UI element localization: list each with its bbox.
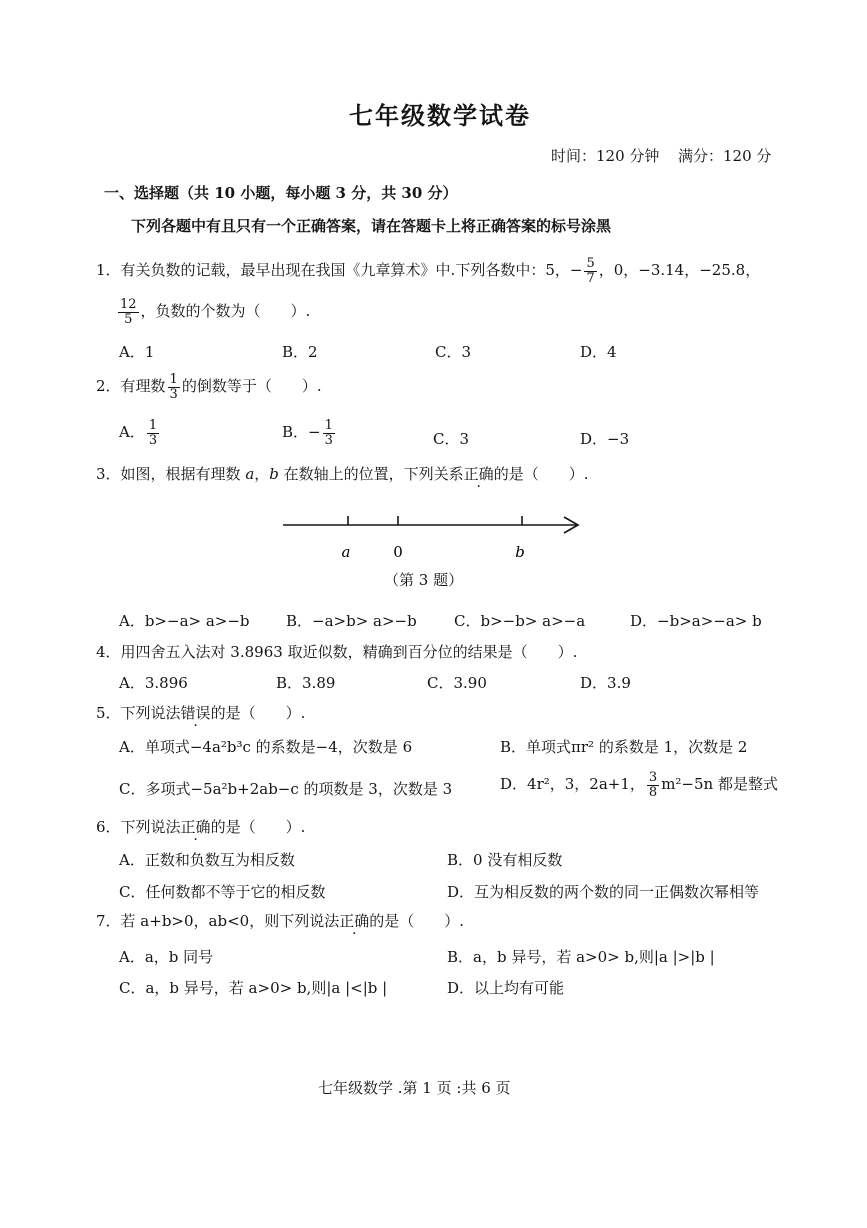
question-5-option-b[interactable]: B．单项式πr² 的系数是 1，次数是 2 bbox=[500, 738, 748, 756]
question-6-option-d[interactable]: D．互为相反数的两个数的同一正偶数次幂相等 bbox=[447, 883, 760, 901]
question-7-stem bbox=[96, 914, 464, 929]
fraction-numerator: 1 bbox=[148, 418, 158, 433]
exam-time: 时间：120 分钟 bbox=[551, 147, 660, 165]
question-3-option-d[interactable]: D．−b>a>−a> b bbox=[630, 612, 762, 630]
fraction-denominator: 5 bbox=[124, 311, 133, 327]
question-1-stem-text: 1．有关负数的记载，最早出现在我国《九章算术》中.下列各数中：5，− bbox=[96, 261, 583, 280]
question-3-option-a[interactable]: A．b>−a> a>−b bbox=[119, 612, 250, 630]
emphasis-word: 正确 bbox=[180, 818, 211, 836]
question-7-option-c[interactable]: C．a，b 异号，若 a>0> b,则|a |<|b | bbox=[119, 979, 388, 997]
fraction-denominator: 3 bbox=[169, 386, 178, 402]
question-7-stem-text: 7．若 a+b>0，ab<0，则下列说法 bbox=[96, 912, 340, 930]
fraction-denominator: 3 bbox=[324, 432, 333, 448]
question-6-option-c[interactable]: C．任何数都不等于它的相反数 bbox=[119, 883, 326, 901]
figure-caption: （第 3 题） bbox=[384, 571, 464, 589]
question-4-option-a[interactable]: A．3.896 bbox=[119, 674, 188, 692]
question-2-option-a[interactable] bbox=[119, 419, 161, 447]
emphasis-word: 正确 bbox=[463, 465, 494, 483]
fraction-denominator: 8 bbox=[648, 784, 658, 800]
question-3-stem bbox=[96, 467, 588, 482]
option-text: D．4r²，3，2a+1， bbox=[500, 775, 645, 794]
question-5-stem bbox=[96, 706, 305, 721]
option-text-2: m²−5n 都是整式 bbox=[661, 775, 778, 794]
question-1-option-d[interactable]: D．4 bbox=[580, 343, 617, 361]
question-5-option-c[interactable]: C．多项式−5a²b+2ab−c 的项数是 3，次数是 3 bbox=[119, 780, 453, 798]
question-5-stem-text-2: 的是（ ）. bbox=[210, 704, 306, 722]
question-7-option-d[interactable]: D．以上均有可能 bbox=[447, 979, 565, 997]
fraction-denominator: 7 bbox=[586, 270, 595, 286]
fraction-1-3 bbox=[147, 419, 159, 447]
fraction-12-5 bbox=[118, 298, 139, 326]
option-prefix: B．− bbox=[282, 423, 321, 442]
axis-label-b: b bbox=[515, 543, 525, 561]
question-3-stem-text: 3．如图，根据有理数 bbox=[96, 465, 246, 483]
emphasis-word: 正确 bbox=[339, 912, 370, 930]
question-6-stem-text-2: 的是（ ）. bbox=[210, 818, 306, 836]
fraction-numerator: 1 bbox=[324, 418, 333, 433]
question-3-option-b[interactable]: B．−a>b> a>−b bbox=[286, 612, 417, 630]
question-6-stem bbox=[96, 820, 305, 835]
section-heading: 一、选择题（共 10 小题，每小题 3 分，共 30 分） bbox=[104, 184, 458, 202]
question-2-option-c[interactable]: C．3 bbox=[433, 430, 470, 448]
fraction-numerator: 1 bbox=[169, 372, 178, 387]
question-1-option-b[interactable]: B．2 bbox=[282, 343, 318, 361]
question-1-stem-text-3: ，负数的个数为（ ）. bbox=[140, 302, 311, 321]
question-4-option-c[interactable]: C．3.90 bbox=[427, 674, 487, 692]
question-5-option-d[interactable] bbox=[500, 771, 778, 799]
question-4-option-d[interactable]: D．3.9 bbox=[580, 674, 631, 692]
axis-label-zero: 0 bbox=[393, 543, 403, 561]
axis-label-a: a bbox=[341, 543, 351, 561]
question-1-stem-line-2 bbox=[116, 298, 310, 326]
question-4-stem: 4．用四舍五入法对 3.8963 取近似数，精确到百分位的结果是（ ）. bbox=[96, 643, 578, 661]
variable-b: b bbox=[269, 465, 279, 483]
number-line-figure bbox=[270, 505, 600, 570]
question-6-stem-text: 6．下列说法 bbox=[96, 818, 181, 836]
fraction-3-8 bbox=[647, 771, 659, 799]
fraction-1-3 bbox=[323, 419, 335, 447]
question-7-option-b[interactable]: B．a，b 异号，若 a>0> b,则|a |>|b | bbox=[447, 948, 715, 966]
question-3-option-c[interactable]: C．b>−b> a>−a bbox=[454, 612, 586, 630]
fraction-numerator: 12 bbox=[120, 297, 137, 312]
separator: ， bbox=[254, 465, 270, 483]
question-7-stem-text-2: 的是（ ）. bbox=[369, 912, 464, 930]
section-instruction: 下列各题中有且只有一个正确答案，请在答题卡上将正确答案的标号涂黑 bbox=[131, 217, 612, 235]
exam-total-score: 满分：120 分 bbox=[678, 147, 772, 165]
question-2-stem bbox=[96, 373, 322, 401]
fraction-1-3 bbox=[168, 373, 180, 401]
question-1-option-a[interactable]: A．1 bbox=[119, 343, 155, 361]
fraction-denominator: 3 bbox=[148, 432, 158, 448]
question-5-option-a[interactable]: A．单项式−4a²b³c 的系数是−4，次数是 6 bbox=[119, 738, 413, 756]
question-5-stem-text: 5．下列说法 bbox=[96, 704, 181, 722]
question-1-stem-text-2: ，0，−3.14，−25.8， bbox=[598, 261, 761, 280]
variable-a: a bbox=[245, 465, 255, 483]
page-footer: 七年级数学 .第 1 页 :共 6 页 bbox=[318, 1079, 511, 1097]
option-prefix: A． bbox=[119, 423, 145, 442]
page-title: 七年级数学试卷 bbox=[349, 101, 531, 130]
question-1-option-c[interactable]: C．3 bbox=[435, 343, 472, 361]
question-1-stem bbox=[96, 257, 760, 285]
question-7-option-a[interactable]: A．a，b 同号 bbox=[119, 948, 214, 966]
emphasis-word: 错误 bbox=[180, 704, 211, 722]
fraction-5-7 bbox=[584, 257, 596, 285]
question-4-option-b[interactable]: B．3.89 bbox=[276, 674, 336, 692]
question-6-option-a[interactable]: A．正数和负数互为相反数 bbox=[119, 851, 295, 869]
fraction-numerator: 3 bbox=[648, 770, 658, 785]
question-2-stem-text-2: 的倒数等于（ ）. bbox=[181, 377, 322, 396]
question-2-option-b[interactable] bbox=[282, 419, 337, 447]
question-2-option-d[interactable]: D．−3 bbox=[580, 430, 630, 448]
question-2-stem-text: 2．有理数 bbox=[96, 377, 166, 396]
fraction-numerator: 5 bbox=[586, 256, 595, 271]
question-3-stem-text-3: 的是（ ）. bbox=[493, 465, 589, 483]
question-3-stem-text-2: 在数轴上的位置，下列关系 bbox=[278, 465, 464, 483]
question-6-option-b[interactable]: B．0 没有相反数 bbox=[447, 851, 563, 869]
